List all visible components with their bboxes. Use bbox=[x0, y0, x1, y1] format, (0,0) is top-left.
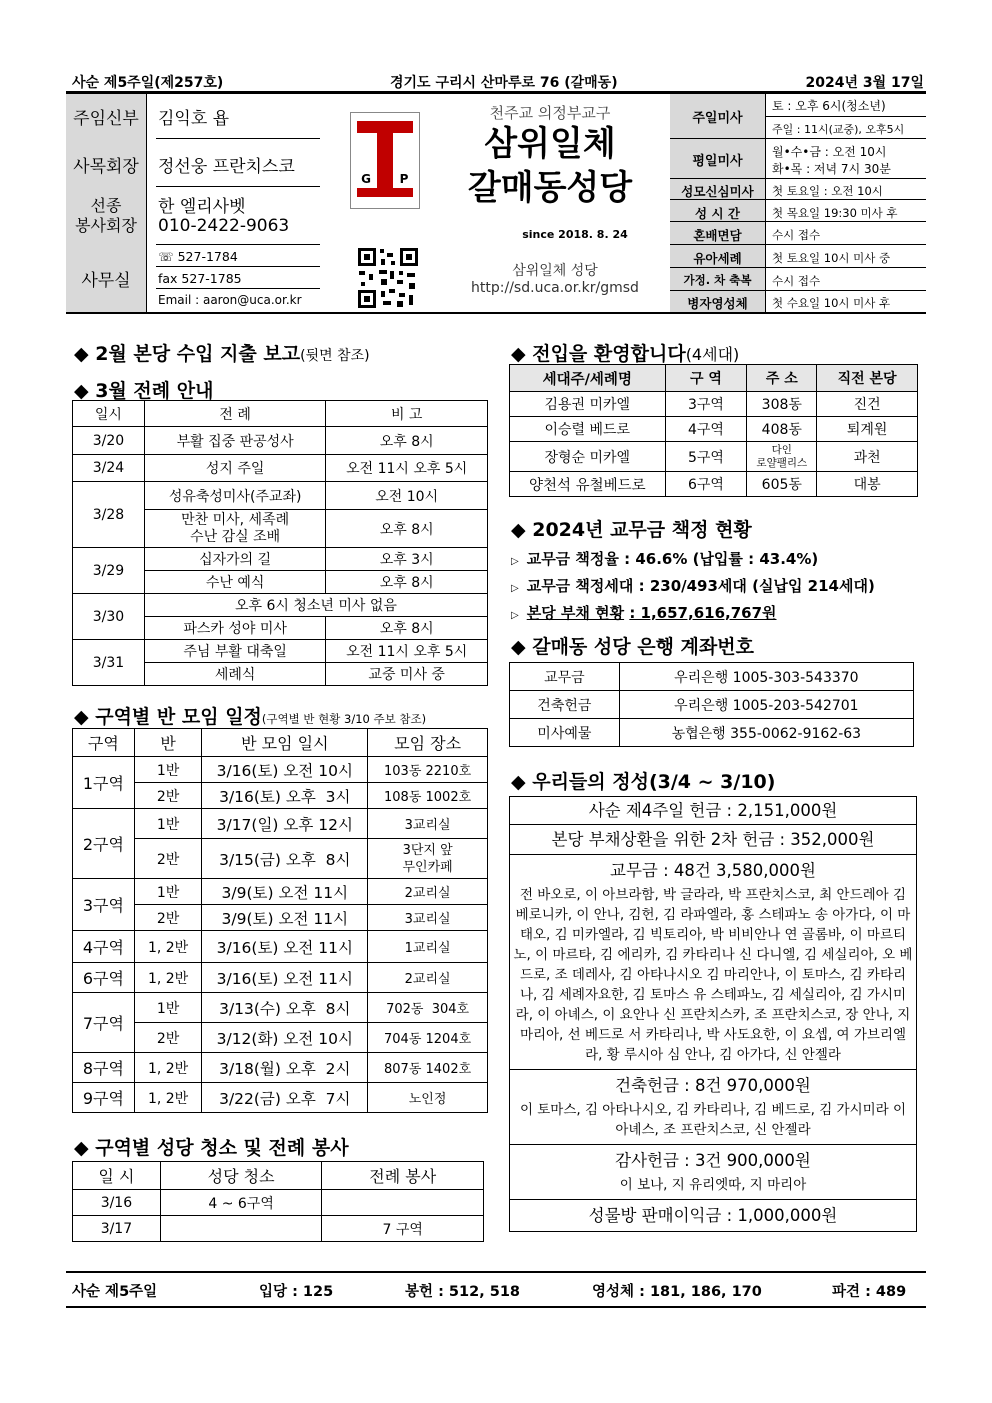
table-cell: 1교리실 bbox=[368, 931, 488, 963]
table-cell: 3/31 bbox=[73, 640, 145, 686]
mass-schedule bbox=[670, 94, 926, 312]
marian-mass-label: 성모신심미사 bbox=[681, 184, 754, 199]
parish-logo bbox=[350, 112, 420, 209]
table-cell: 오후 8시 bbox=[326, 510, 488, 548]
blessing-label: 가정. 차 축복 bbox=[683, 273, 752, 287]
address-label: 경기도 구리시 산마루로 76 (갈매동) bbox=[390, 75, 618, 91]
office-email: Email : aaron@uca.or.kr bbox=[158, 293, 302, 307]
footer-communion: 영성체 : 181, 186, 170 bbox=[592, 1284, 762, 1300]
table-cell: 605동 bbox=[747, 472, 817, 497]
welcome-table bbox=[509, 364, 918, 497]
table-cell: 양천석 유철베드로 bbox=[510, 472, 666, 497]
table-cell: 5구역 bbox=[665, 442, 747, 472]
table-cell: 2반 bbox=[134, 905, 202, 931]
office-fax: fax 527-1785 bbox=[158, 271, 242, 286]
table-cell: 오전 11시 오후 5시 bbox=[326, 455, 488, 482]
marian-mass-value: 첫 토요일 : 오전 10시 bbox=[772, 184, 883, 198]
offering-building-names: 이 토마스, 김 아타나시오, 김 카타리나, 김 베드로, 김 가시미라 이 아녜스, 조 프란치스코, 신 안젤라 bbox=[519, 1102, 907, 1138]
table-cell: 오전 10시 bbox=[326, 482, 488, 510]
table-cell: 퇴계원 bbox=[817, 417, 918, 442]
table-cell: 308동 bbox=[747, 392, 817, 417]
footer-dismissal: 파견 : 489 bbox=[832, 1284, 907, 1300]
table-cell: 성유축성미사(주교좌) bbox=[144, 482, 326, 510]
offering-sunday: 사순 제4주일 헌금 : 2,151,000원 bbox=[510, 797, 916, 825]
table-cell: 오후 8시 bbox=[326, 617, 488, 640]
top-bar bbox=[72, 72, 924, 92]
table-cell: 오후 8시 bbox=[326, 427, 488, 455]
table-cell: 오후 8시 bbox=[326, 571, 488, 594]
logo-g-letter: G bbox=[361, 172, 371, 186]
offering-dues-head: 교무금 : 48건 3,580,000원 bbox=[610, 861, 816, 880]
meetings-table bbox=[72, 728, 488, 1113]
table-cell: 교무금 bbox=[510, 663, 620, 691]
table-cell: 807동 1402호 bbox=[368, 1053, 488, 1083]
table-cell: 702동 304호 bbox=[368, 993, 488, 1023]
table-cell: 1반 bbox=[134, 879, 202, 905]
table-cell: 다인 로얄팰리스 bbox=[747, 442, 817, 472]
parish-name-line1: 삼위일체 bbox=[484, 124, 616, 164]
table-cell: 2교리실 bbox=[368, 879, 488, 905]
table-cell: 7 구역 bbox=[322, 1216, 484, 1242]
logo-p-letter: P bbox=[399, 172, 409, 186]
issue-label: 사순 제5주일(제257호) bbox=[72, 75, 224, 91]
table-cell: 3/17(일) 오후 12시 bbox=[202, 809, 368, 839]
table-cell: 김용권 미카엘 bbox=[510, 392, 666, 417]
table-cell: 3/24 bbox=[73, 455, 145, 482]
table-cell: 3/16(토) 오전 11시 bbox=[202, 963, 368, 993]
liturgy-header-note: 비 고 bbox=[326, 401, 488, 427]
table-cell: 3교리실 bbox=[368, 905, 488, 931]
table-cell: 1, 2반 bbox=[134, 931, 202, 963]
table-cell: 1반 bbox=[134, 757, 202, 783]
sunday-mass-saturday: 토 : 오후 6시(청소년) bbox=[772, 99, 886, 113]
offerings-box bbox=[509, 796, 917, 1232]
table-cell: 3/16(토) 오전 11시 bbox=[202, 931, 368, 963]
table-cell: 1반 bbox=[134, 809, 202, 839]
table-cell: 오전 11시 오후 5시 bbox=[326, 640, 488, 663]
meet-header-time: 반 모임 일시 bbox=[202, 729, 368, 757]
offering-building-block bbox=[510, 1070, 916, 1145]
blessing-value: 수시 접수 bbox=[772, 274, 821, 288]
offering-shop: 성물방 판매이익금 : 1,000,000원 bbox=[588, 1206, 838, 1225]
diocese-name: 천주교 의정부교구 bbox=[489, 104, 611, 122]
bank-table bbox=[509, 662, 914, 747]
table-cell: 세례식 bbox=[144, 663, 326, 686]
clean-header-clean: 성당 청소 bbox=[160, 1162, 322, 1190]
sick-communion-value: 첫 수요일 10시 미사 후 bbox=[772, 296, 891, 310]
funeral-phone: 010-2422-9063 bbox=[158, 216, 290, 236]
table-cell: 교중 미사 중 bbox=[326, 663, 488, 686]
footer-entrance: 입당 : 125 bbox=[259, 1284, 334, 1300]
office-phone: ☏ 527-1784 bbox=[158, 249, 238, 264]
table-cell: 성지 주일 bbox=[144, 455, 326, 482]
table-cell: 미사예물 bbox=[510, 719, 620, 747]
welcome-header-zone: 구 역 bbox=[665, 365, 747, 392]
table-cell: 3/9(토) 오전 11시 bbox=[202, 879, 368, 905]
table-cell: 3/29 bbox=[73, 548, 145, 594]
table-cell: 1반 bbox=[134, 993, 202, 1023]
office-label: 사무실 bbox=[81, 271, 131, 291]
offering-thanks-names: 이 보나, 지 유리엣따, 지 마리아 bbox=[619, 1177, 807, 1193]
table-cell: 3/17 bbox=[73, 1216, 161, 1242]
cleaning-table bbox=[72, 1161, 484, 1242]
table-cell: 4구역 bbox=[73, 931, 135, 963]
table-cell: 진건 bbox=[817, 392, 918, 417]
table-cell: 1구역 bbox=[73, 757, 135, 809]
council-label: 사목회장 bbox=[73, 157, 139, 177]
cleaning-heading: ◆ 구역별 성당 청소 및 전례 봉사 bbox=[74, 1137, 349, 1159]
table-cell: 과천 bbox=[817, 442, 918, 472]
marriage-label: 혼배면담 bbox=[693, 228, 742, 243]
weekday-mass-mwf: 월•수•금 : 오전 10시 bbox=[772, 145, 887, 159]
sunday-mass-label: 주일미사 bbox=[692, 111, 743, 126]
offering-dues-block bbox=[510, 855, 916, 1070]
welcome-header-name: 세대주/세례명 bbox=[510, 365, 666, 392]
offering-dues-names: 전 바오로, 이 아브라함, 박 글라라, 박 프란치스코, 최 안드레아 김 베로니카, 이 안나, 김헌, 김 라파엘라, 홍 스테파노 송 아가다, 이 마태오, 김 미카엘라, 김 빅토리아, 박 비비안나 연 골롬바, 이 마르티노, 이 마르타, 김 에리카, 김 카타리나 신 다니엘, 김 세실리아, 오 베드로, 조 데레사, 김 아타나시오 김 마리안나, 이 토마스, 김 카타리나, 김 세례자요한, 김 토마스 유 스테파노, 김 세실리아, 김 가시미라, 이 아녜스, 이 요안나 신 프란치스카, 조 프란치스코, 장 안나, 지 마리아, 선 베드로 서 카타리나, 박 사도요한, 이 요셉, 여 가브리엘라, 황 루시아 심 안나, 김 아가다, 신 안젤라 bbox=[513, 887, 913, 1063]
table-cell: 3/16 bbox=[73, 1190, 161, 1216]
table-cell: 3/20 bbox=[73, 427, 145, 455]
table-cell: 이승렬 베드로 bbox=[510, 417, 666, 442]
footer-offertory: 봉헌 : 512, 518 bbox=[405, 1284, 521, 1300]
clean-header-date: 일 시 bbox=[73, 1162, 161, 1190]
table-cell: 수난 예식 bbox=[144, 571, 326, 594]
meet-header-place: 모임 장소 bbox=[368, 729, 488, 757]
table-cell: 노인정 bbox=[368, 1083, 488, 1113]
welcome-header-address: 주 소 bbox=[747, 365, 817, 392]
table-cell: 3/18(월) 오후 2시 bbox=[202, 1053, 368, 1083]
table-cell: 704동 1204호 bbox=[368, 1023, 488, 1053]
table-cell: 4 ~ 6구역 bbox=[160, 1190, 322, 1216]
marriage-value: 수시 접수 bbox=[772, 228, 821, 242]
table-cell: 1, 2반 bbox=[134, 1083, 202, 1113]
table-cell: 파스카 성야 미사 bbox=[144, 617, 326, 640]
qr-code-icon bbox=[357, 247, 419, 309]
offering-thanks-head: 감사헌금 : 3건 900,000원 bbox=[615, 1151, 811, 1170]
bank-heading: ◆ 갈매동 성당 은행 계좌번호 bbox=[511, 636, 754, 658]
site-url[interactable]: http://sd.uca.or.kr/gmsd bbox=[471, 280, 639, 296]
list-item: ▷ 교무금 책정율 : 46.6% (납입률 : 43.4%) bbox=[511, 550, 819, 568]
meetings-heading: ◆ 구역별 반 모임 일정(구역별 반 현황 3/10 주보 참조) bbox=[74, 706, 427, 728]
offering-debt: 본당 부채상환을 위한 2차 헌금 : 352,000원 bbox=[510, 825, 916, 855]
clean-header-serve: 전례 봉사 bbox=[322, 1162, 484, 1190]
weekday-mass-tt: 화•목 : 저녁 7시 30분 bbox=[772, 162, 891, 176]
table-cell: 1, 2반 bbox=[134, 1053, 202, 1083]
priest-label: 주임신부 bbox=[73, 109, 139, 129]
holy-hour-label: 성 시 간 bbox=[695, 206, 740, 221]
table-cell bbox=[160, 1216, 322, 1242]
table-cell: 3/9(토) 오전 11시 bbox=[202, 905, 368, 931]
holy-hour-value: 첫 목요일 19:30 미사 후 bbox=[772, 206, 898, 220]
liturgy-header-rite: 전 례 bbox=[144, 401, 326, 427]
dues-list bbox=[511, 547, 875, 628]
dues-heading: ◆ 2024년 교무금 책정 현황 bbox=[511, 519, 752, 541]
funeral-label: 선종 봉사회장 bbox=[75, 196, 137, 235]
infant-baptism-label: 유아세례 bbox=[693, 251, 742, 266]
meet-header-zone: 구역 bbox=[73, 729, 135, 757]
meet-header-group: 반 bbox=[134, 729, 202, 757]
footer-week: 사순 제5주일 bbox=[72, 1284, 158, 1300]
table-cell: 2구역 bbox=[73, 809, 135, 879]
table-cell: 부활 집중 판공성사 bbox=[144, 427, 326, 455]
table-cell: 3/22(금) 오후 7시 bbox=[202, 1083, 368, 1113]
welcome-header-prev: 직전 본당 bbox=[817, 365, 918, 392]
table-cell: 3구역 bbox=[665, 392, 747, 417]
table-cell: 3/16(토) 오후 3시 bbox=[202, 783, 368, 809]
council-name: 정선웅 프란치스코 bbox=[158, 157, 295, 177]
list-item: ▷ 교무금 책정세대 : 230/493세대 (실납입 214세대) bbox=[511, 577, 875, 595]
table-cell: 108동 1002호 bbox=[368, 783, 488, 809]
table-cell: 주님 부활 대축일 bbox=[144, 640, 326, 663]
welcome-heading: ◆ 전입을 환영합니다(4세대) bbox=[511, 343, 740, 365]
table-cell: 408동 bbox=[747, 417, 817, 442]
table-cell: 6구역 bbox=[665, 472, 747, 497]
site-name: 삼위일체 성당 bbox=[512, 263, 598, 279]
infant-baptism-value: 첫 토요일 10시 미사 중 bbox=[772, 251, 891, 265]
offerings-heading: ◆ 우리들의 정성(3/4 ~ 3/10) bbox=[511, 771, 776, 793]
table-cell: 만찬 미사, 세족례 수난 감실 조배 bbox=[144, 510, 326, 548]
table-cell: 3/13(수) 오후 8시 bbox=[202, 993, 368, 1023]
table-cell: 2반 bbox=[134, 1023, 202, 1053]
table-cell: 7구역 bbox=[73, 993, 135, 1053]
parish-name-line2: 갈매동성당 bbox=[467, 168, 633, 208]
liturgy-table bbox=[72, 400, 488, 686]
footer-stats bbox=[72, 1280, 918, 1300]
table-cell: 농협은행 355-0062-9162-63 bbox=[619, 719, 913, 747]
table-cell: 3/28 bbox=[73, 482, 145, 548]
sick-communion-label: 병자영성체 bbox=[687, 296, 748, 311]
table-cell: 오후 3시 bbox=[326, 548, 488, 571]
table-cell: 2교리실 bbox=[368, 963, 488, 993]
report-heading: ◆ 2월 본당 수입 지출 보고(뒷면 참조) bbox=[74, 343, 370, 365]
table-cell: 3/15(금) 오후 8시 bbox=[202, 839, 368, 879]
since-label: since 2018. 8. 24 bbox=[522, 228, 628, 241]
table-cell: 우리은행 1005-203-542701 bbox=[619, 691, 913, 719]
staff-info bbox=[66, 94, 320, 312]
date-label: 2024년 3월 17일 bbox=[805, 75, 924, 91]
offering-thanks-block bbox=[510, 1145, 916, 1200]
liturgy-heading: ◆ 3월 전례 안내 bbox=[74, 380, 214, 402]
offering-building-head: 건축헌금 : 8건 970,000원 bbox=[615, 1076, 811, 1095]
table-cell: 오후 6시 청소년 미사 없음 bbox=[144, 594, 487, 617]
table-cell: 8구역 bbox=[73, 1053, 135, 1083]
priest-name: 김익호 욥 bbox=[158, 109, 230, 129]
table-cell: 3단지 앞 무인카페 bbox=[368, 839, 488, 879]
table-cell: 장형순 미카엘 bbox=[510, 442, 666, 472]
table-cell: 3/16(토) 오전 10시 bbox=[202, 757, 368, 783]
table-cell: 6구역 bbox=[73, 963, 135, 993]
table-cell: 9구역 bbox=[73, 1083, 135, 1113]
table-cell: 2반 bbox=[134, 839, 202, 879]
table-cell: 2반 bbox=[134, 783, 202, 809]
list-item: ▷ 본당 부채 현황 : 1,657,616,767원 bbox=[511, 604, 777, 622]
table-cell bbox=[322, 1190, 484, 1216]
table-cell: 3교리실 bbox=[368, 809, 488, 839]
table-cell: 3/12(화) 오전 10시 bbox=[202, 1023, 368, 1053]
table-cell: 4구역 bbox=[665, 417, 747, 442]
sunday-mass-sunday: 주일 : 11시(교중), 오후5시 bbox=[772, 123, 905, 136]
liturgy-header-date: 일시 bbox=[73, 401, 145, 427]
table-cell: 3/30 bbox=[73, 594, 145, 640]
table-cell: 3구역 bbox=[73, 879, 135, 931]
funeral-name: 한 엘리사벳 bbox=[158, 197, 246, 217]
table-cell: 십자가의 길 bbox=[144, 548, 326, 571]
table-cell: 1, 2반 bbox=[134, 963, 202, 993]
table-cell: 대봉 bbox=[817, 472, 918, 497]
table-cell: 건축헌금 bbox=[510, 691, 620, 719]
weekday-mass-label: 평일미사 bbox=[692, 154, 743, 169]
table-cell: 103동 2210호 bbox=[368, 757, 488, 783]
table-cell: 우리은행 1005-303-543370 bbox=[619, 663, 913, 691]
